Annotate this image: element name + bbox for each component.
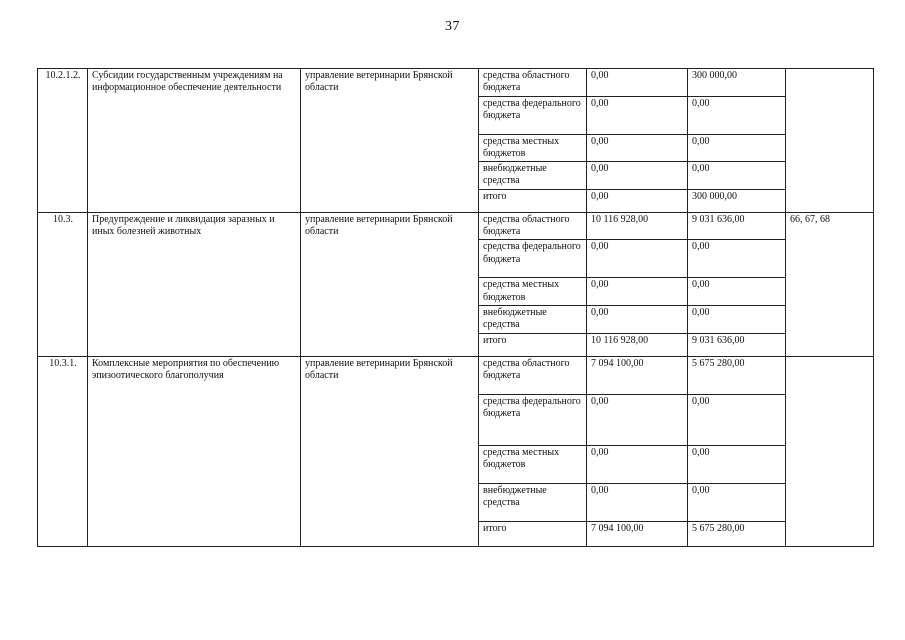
section-number: 10.3. [38, 212, 88, 356]
amount-year-2: 0,00 [688, 483, 786, 521]
table-row [38, 356, 874, 394]
amount-year-1: 0,00 [587, 394, 688, 445]
source-name: внебюджетные средства [479, 483, 587, 521]
page-number: 37 [445, 19, 460, 34]
amount-year-2: 300 000,00 [688, 69, 786, 97]
section-title: Субсидии государственным учреждениям на информационное обеспечение деятельности [88, 69, 301, 213]
source-name: средства федерального бюджета [479, 96, 587, 134]
section-number: 10.3.1. [38, 356, 88, 546]
source-name: внебюджетные средства [479, 305, 587, 333]
section-title: Комплексные мероприятия по обеспечению эпизоотического благополучия [88, 356, 301, 546]
source-name: итого [479, 333, 587, 356]
amount-year-2: 0,00 [688, 445, 786, 483]
source-name: итого [479, 521, 587, 546]
amount-year-1: 0,00 [587, 483, 688, 521]
amount-year-2: 300 000,00 [688, 189, 786, 212]
amount-year-2: 9 031 636,00 [688, 333, 786, 356]
source-name: средства местных бюджетов [479, 278, 587, 306]
amount-year-1: 10 116 928,00 [587, 333, 688, 356]
source-name: средства областного бюджета [479, 69, 587, 97]
amount-year-2: 0,00 [688, 134, 786, 162]
source-name: средства областного бюджета [479, 212, 587, 240]
source-name: средства федерального бюджета [479, 240, 587, 278]
table-row [38, 69, 874, 97]
amount-year-2: 0,00 [688, 394, 786, 445]
amount-year-2: 9 031 636,00 [688, 212, 786, 240]
source-name: итого [479, 189, 587, 212]
source-name: средства местных бюджетов [479, 445, 587, 483]
amount-year-1: 0,00 [587, 96, 688, 134]
amount-year-1: 0,00 [587, 305, 688, 333]
amount-year-2: 5 675 280,00 [688, 356, 786, 394]
section-title: Предупреждение и ликвидация заразных и иных болезней животных [88, 212, 301, 356]
amount-year-1: 0,00 [587, 134, 688, 162]
amount-year-2: 0,00 [688, 240, 786, 278]
source-name: средства областного бюджета [479, 356, 587, 394]
amount-year-1: 7 094 100,00 [587, 356, 688, 394]
amount-year-1: 7 094 100,00 [587, 521, 688, 546]
source-name: средства федерального бюджета [479, 394, 587, 445]
section-executor: управление ветеринарии Брянской области [301, 69, 479, 213]
source-name: средства местных бюджетов [479, 134, 587, 162]
amount-year-2: 0,00 [688, 278, 786, 306]
indicator-numbers: 66, 67, 68 [786, 212, 874, 356]
source-name: внебюджетные средства [479, 162, 587, 190]
amount-year-2: 5 675 280,00 [688, 521, 786, 546]
section-executor: управление ветеринарии Брянской области [301, 356, 479, 546]
section-number: 10.2.1.2. [38, 69, 88, 213]
indicator-numbers [786, 69, 874, 213]
budget-table [37, 68, 874, 547]
amount-year-1: 10 116 928,00 [587, 212, 688, 240]
amount-year-1: 0,00 [587, 189, 688, 212]
amount-year-2: 0,00 [688, 96, 786, 134]
amount-year-2: 0,00 [688, 162, 786, 190]
table-row [38, 212, 874, 240]
amount-year-1: 0,00 [587, 69, 688, 97]
amount-year-1: 0,00 [587, 278, 688, 306]
amount-year-1: 0,00 [587, 162, 688, 190]
section-executor: управление ветеринарии Брянской области [301, 212, 479, 356]
amount-year-1: 0,00 [587, 240, 688, 278]
amount-year-2: 0,00 [688, 305, 786, 333]
amount-year-1: 0,00 [587, 445, 688, 483]
indicator-numbers [786, 356, 874, 546]
